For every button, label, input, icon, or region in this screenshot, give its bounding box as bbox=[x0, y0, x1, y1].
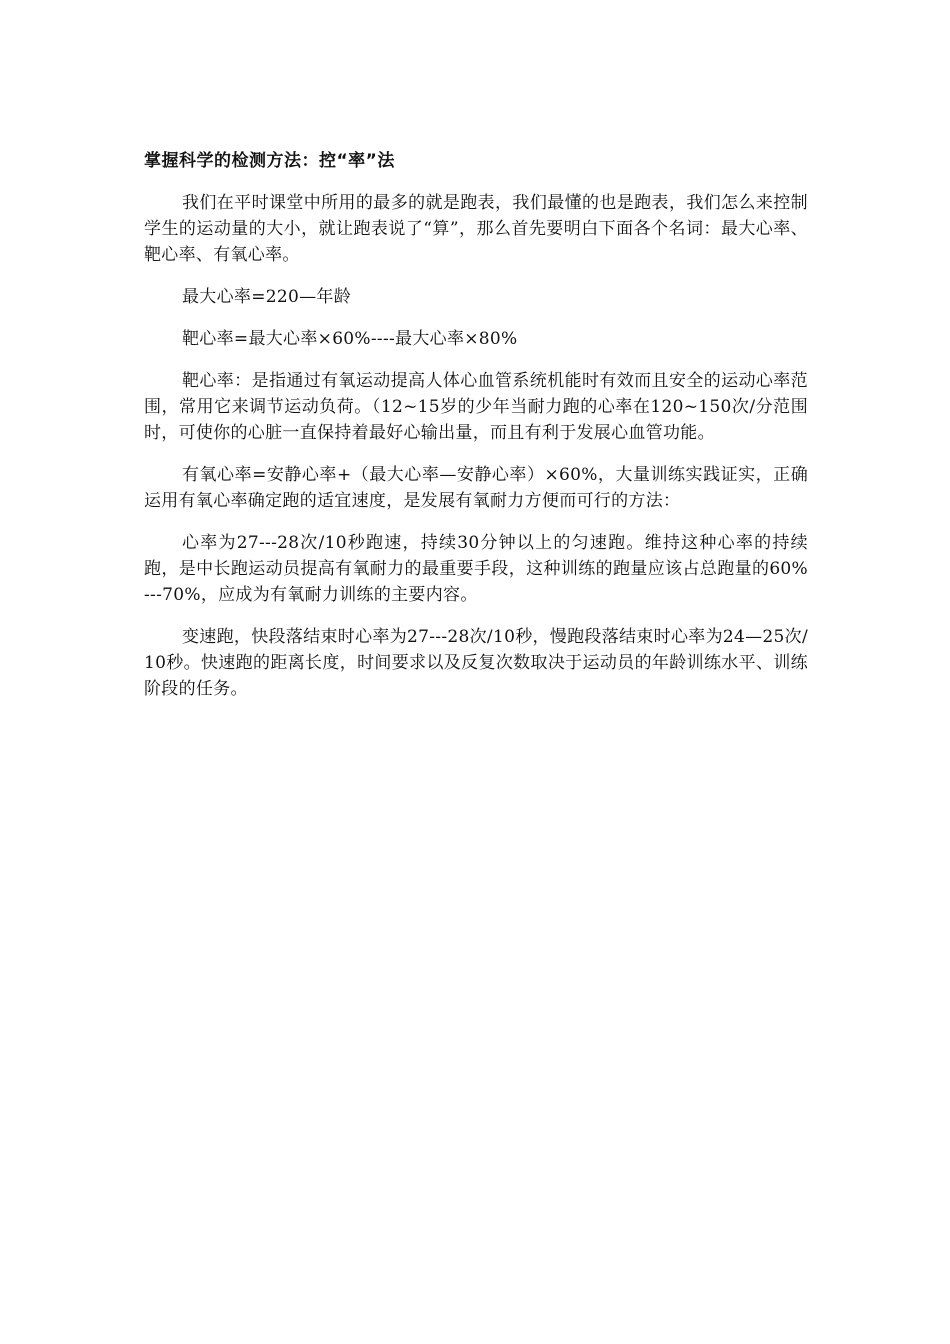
paragraph-interval-run: 变速跑，快段落结束时心率为27---28次/10秒，慢跑段落结束时心率为24—25次/10秒。快速跑的距离长度，时间要求以及反复次数取决于运动员的年龄训练水平、训练阶段的任务。 bbox=[144, 627, 808, 699]
paragraph-aerobic-heart-rate: 有氧心率=安静心率+（最大心率—安静心率）×60%，大量训练实践证实，正确运用有氧心率确定跑的适宜速度，是发展有氧耐力方便而可行的方法： bbox=[144, 465, 808, 511]
document-title: 掌握科学的检测方法：控“率”法 bbox=[144, 151, 395, 171]
document-body bbox=[144, 148, 808, 718]
paragraph-intro: 我们在平时课堂中所用的最多的就是跑表，我们最懂的也是跑表，我们怎么来控制学生的运动量的大小，就让跑表说了“算”，那么首先要明白下面各个名词：最大心率、靶心率、有氧心率。 bbox=[144, 193, 808, 265]
paragraph-target-heart-rate-definition: 靶心率：是指通过有氧运动提高人体心血管系统机能时有效而且安全的运动心率范围，常用它来调节运动负荷。（12~15岁的少年当耐力跑的心率在120~150次/分范围时，可使你的心脏一直保持着最好心输出量，而且有利于发展心血管功能。 bbox=[144, 371, 808, 443]
paragraph-max-heart-rate: 最大心率=220—年龄 bbox=[182, 287, 351, 307]
paragraph-target-heart-rate-formula: 靶心率=最大心率×60%----最大心率×80% bbox=[182, 329, 518, 349]
paragraph-steady-run: 心率为27---28次/10秒跑速，持续30分钟以上的匀速跑。维持这种心率的持续跑，是中长跑运动员提高有氧耐力的最重要手段，这种训练的跑量应该占总跑量的60%---70%，应成为有氧耐力训练的主要内容。 bbox=[144, 533, 808, 605]
